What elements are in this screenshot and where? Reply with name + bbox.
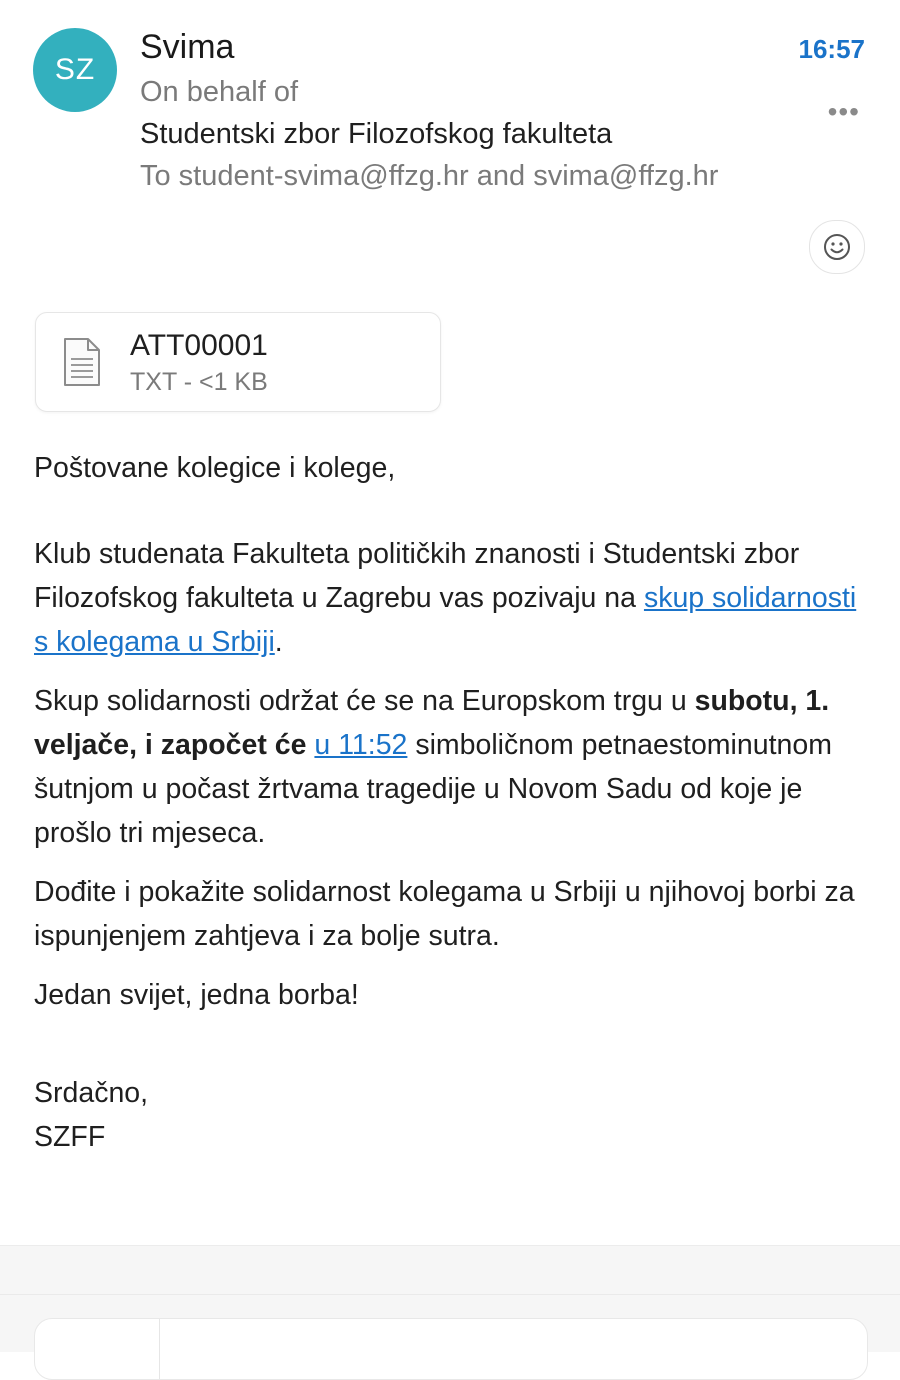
reply-actions-bar[interactable]	[34, 1318, 868, 1380]
time-link[interactable]: u 11:52	[314, 729, 408, 761]
invitation-text: Klub studenata Fakulteta političkih znanosti i Studentski zbor Filozofskog fakulteta u Zagrebu vas pozivaju na	[34, 538, 800, 614]
paragraph-call: Dođite i pokažite solidarnost kolegama u Srbiji u njihovoj borbi za ispunjenjem zahtjeva i za bolje sutra.	[34, 876, 855, 952]
details-text: Skup solidarnosti održat će se na Europskom trgu u	[34, 685, 695, 717]
on-behalf-label: On behalf of	[140, 76, 298, 108]
document-icon	[62, 337, 102, 387]
paragraph-slogan: Jedan svijet, jedna borba!	[34, 979, 359, 1011]
greeting: Poštovane kolegice i kolege,	[34, 452, 396, 484]
attachment-file-name: ATT00001	[130, 329, 268, 362]
organization-name[interactable]: Studentski zbor Filozofskog fakulteta	[140, 118, 613, 150]
add-reaction-button[interactable]	[809, 220, 865, 274]
sender-name[interactable]: Svima	[140, 28, 235, 66]
paragraph-details	[34, 679, 874, 855]
more-options-button[interactable]: •••	[827, 96, 860, 127]
message-time: 16:57	[798, 34, 865, 64]
date-bold-text: subotu, 1. veljače, i započet će	[34, 685, 830, 761]
smiley-icon	[822, 232, 852, 262]
details-end: simboličnom petnaestominutnom šutnjom u počast žrtvama tragedije u Novom Sadu od koje je prošlo tri mjeseca.	[34, 729, 832, 849]
recipients-line[interactable]: To student-svima@ffzg.hr and svima@ffzg.hr	[140, 160, 719, 192]
attachment-file-meta: TXT - <1 KB	[130, 368, 268, 396]
signature: SZFF	[34, 1121, 106, 1153]
solidarity-rally-link[interactable]: skup solidarnosti s kolegama u Srbiji	[34, 582, 857, 658]
attachment-card[interactable]	[35, 312, 441, 412]
paragraph-invitation	[34, 532, 874, 664]
message-body	[34, 446, 874, 1159]
actions-separator	[159, 1319, 160, 1379]
sender-avatar[interactable]: SZ	[33, 28, 117, 112]
bottom-toolbar	[0, 1245, 900, 1352]
invitation-end: .	[274, 626, 283, 658]
sign-off: Srdačno,	[34, 1077, 149, 1109]
toolbar-divider	[0, 1294, 900, 1295]
